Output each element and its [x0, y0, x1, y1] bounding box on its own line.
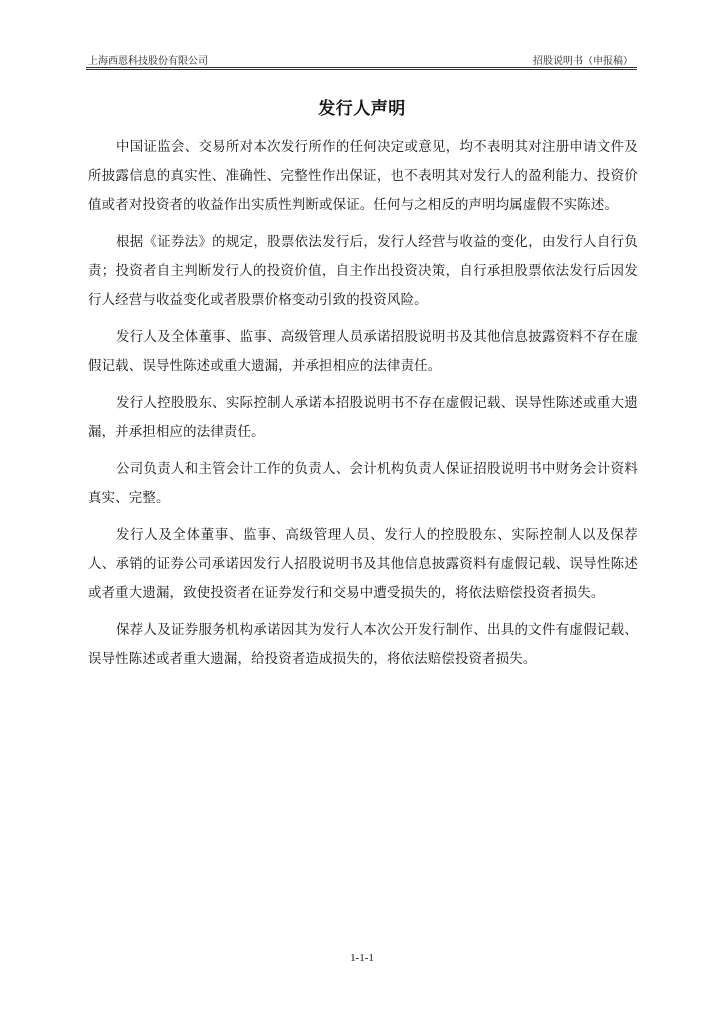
statement-paragraph: 中国证监会、交易所对本次发行所作的任何决定或意见，均不表明其对注册申请文件及所披露信息的真实性、准确性、完整性作出保证，也不表明其对发行人的盈利能力、投资价值或者对投资者的收益作出实质性判断或保证。任何与之相反的声明均属虚假不实陈述。 — [88, 140, 638, 213]
header-divider — [86, 67, 637, 70]
statement-body — [88, 133, 638, 682]
page-number: 1-1-1 — [350, 952, 374, 964]
page-title: 发行人声明 — [318, 99, 406, 119]
statement-paragraph: 根据《证券法》的规定，股票依法发行后，发行人经营与收益的变化，由发行人自行负责；投资者自主判断发行人的投资价值，自主作出投资决策，自行承担股票依法发行后因发行人经营与收益变化或者股票价格变动引致的投资风险。 — [88, 235, 638, 308]
statement-paragraph: 发行人及全体董事、监事、高级管理人员、发行人的控股股东、实际控制人以及保荐人、承销的证券公司承诺因发行人招股说明书及其他信息披露资料有虚假记载、误导性陈述或者重大遗漏，致使投资者在证券发行和交易中遭受损失的，将依法赔偿投资者损失。 — [88, 528, 638, 601]
header-company-name: 上海西恩科技股份有限公司 — [88, 56, 208, 67]
header-document-type: 招股说明书（申报稿） — [533, 56, 633, 67]
page-header — [86, 50, 637, 66]
statement-paragraph: 发行人及全体董事、监事、高级管理人员承诺招股说明书及其他信息披露资料不存在虚假记载、误导性陈述或重大遗漏，并承担相应的法律责任。 — [88, 330, 638, 374]
statement-paragraph: 发行人控股股东、实际控制人承诺本招股说明书不存在虚假记载、误导性陈述或重大遗漏，并承担相应的法律责任。 — [88, 396, 638, 440]
statement-paragraph: 公司负责人和主管会计工作的负责人、会计机构负责人保证招股说明书中财务会计资料真实、完整。 — [88, 462, 638, 506]
statement-paragraph: 保荐人及证券服务机构承诺因其为发行人本次公开发行制作、出具的文件有虚假记载、误导性陈述或者重大遗漏，给投资者造成损失的，将依法赔偿投资者损失。 — [88, 623, 638, 667]
